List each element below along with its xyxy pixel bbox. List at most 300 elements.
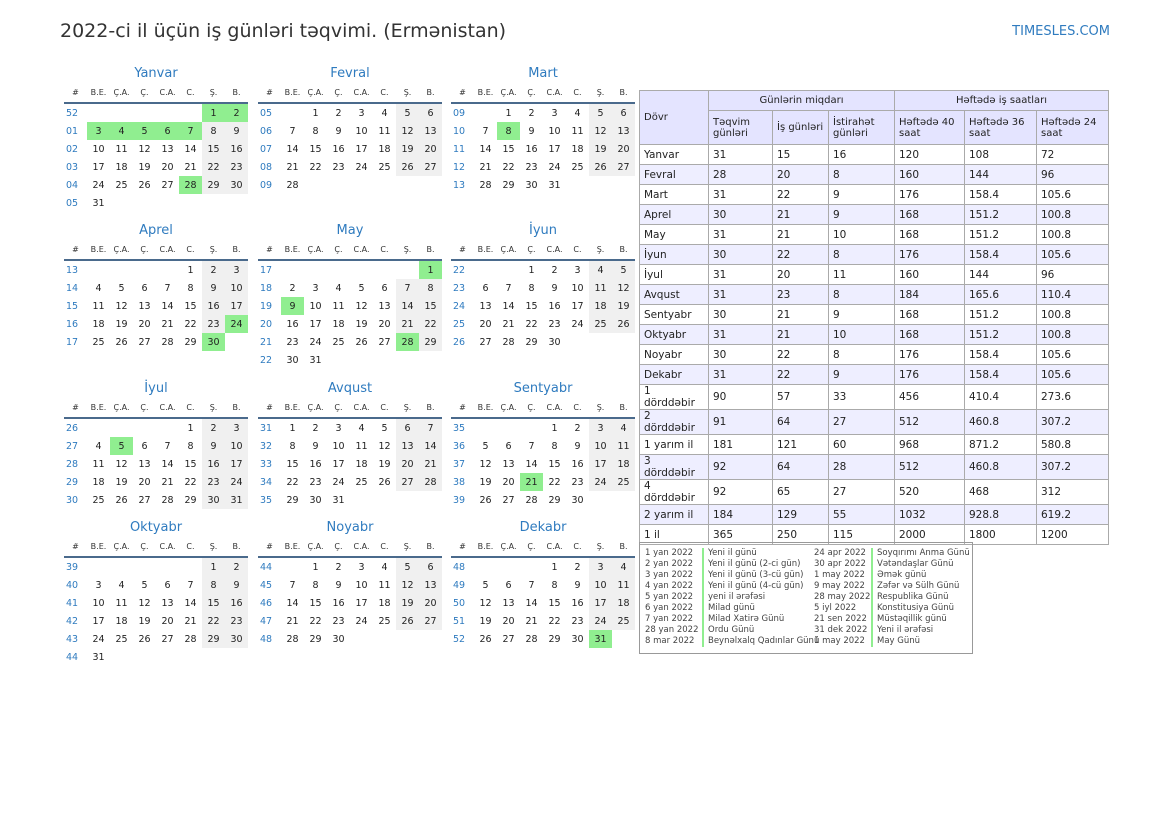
value-cell: 520: [895, 480, 965, 505]
day-cell: 10: [225, 437, 248, 455]
day-cell: 30: [332, 633, 345, 645]
week-number: 37: [453, 458, 466, 470]
day-cell: 19: [612, 297, 635, 315]
day-cell: [589, 333, 612, 351]
day-cell: 21: [286, 161, 299, 173]
day-cell: 28: [286, 179, 299, 191]
value-cell: 456: [895, 385, 965, 410]
day-cell: 25: [332, 336, 345, 348]
day-cell: 10: [225, 279, 248, 297]
day-cell: [350, 176, 373, 194]
day-cell: 14: [419, 437, 442, 455]
week-number: 20: [260, 318, 273, 330]
week-number: 24: [453, 300, 466, 312]
day-cell: 20: [161, 615, 174, 627]
day-cell: 5: [396, 103, 419, 122]
day-cell: 8: [202, 576, 225, 594]
day-cell: 18: [355, 458, 368, 470]
day-cell: 13: [612, 122, 635, 140]
day-cell: 18: [378, 597, 391, 609]
weekday-header: Ş.: [396, 240, 419, 260]
day-cell: 30: [571, 494, 584, 506]
weekday-header: B.: [612, 537, 635, 557]
day-cell: 4: [612, 418, 635, 437]
day-cell: 24: [92, 633, 105, 645]
holiday-name: Konstitusiya Günü: [871, 603, 954, 614]
value-cell: 120: [895, 145, 965, 165]
day-cell: 19: [115, 318, 128, 330]
day-cell: 4: [110, 122, 133, 140]
day-cell: 29: [184, 494, 197, 506]
value-cell: 31: [709, 225, 773, 245]
value-cell: 96: [1037, 165, 1109, 185]
value-cell: 1200: [1037, 525, 1109, 545]
day-cell: 1: [312, 561, 319, 573]
month-calendar: [64, 380, 248, 509]
value-cell: 176: [895, 345, 965, 365]
weekday-header: C.A.: [543, 398, 566, 418]
day-cell: 24: [355, 615, 368, 627]
day-cell: 4: [118, 579, 125, 591]
value-cell: 16: [829, 145, 895, 165]
day-cell: 8: [202, 122, 225, 140]
month-calendar: [451, 222, 635, 351]
period-cell: 1 dörddəbir: [640, 385, 709, 410]
table-row: [640, 325, 1109, 345]
day-cell: 22: [202, 158, 225, 176]
value-cell: 176: [895, 245, 965, 265]
value-cell: 105.6: [1037, 345, 1109, 365]
day-cell: 11: [571, 125, 584, 137]
value-cell: 9: [829, 365, 895, 385]
day-cell: 7: [528, 579, 535, 591]
weekday-header: #: [258, 83, 281, 103]
day-cell: [133, 194, 156, 212]
day-cell: 16: [332, 143, 345, 155]
day-cell: 24: [571, 318, 584, 330]
week-number: 36: [453, 440, 466, 452]
day-cell: 15: [548, 597, 561, 609]
weekday-header: Ç.: [520, 240, 543, 260]
value-cell: 184: [709, 505, 773, 525]
day-cell: 16: [571, 597, 584, 609]
month-name: Yanvar: [134, 66, 178, 81]
table-row: [640, 345, 1109, 365]
day-cell: 26: [396, 158, 419, 176]
value-cell: 144: [965, 165, 1037, 185]
holiday-name: Milad Xatirə Günü: [702, 614, 784, 625]
value-cell: 33: [829, 385, 895, 410]
day-cell: 6: [141, 440, 148, 452]
day-cell: 20: [138, 476, 151, 488]
day-cell: 3: [95, 579, 102, 591]
day-cell: 20: [161, 161, 174, 173]
day-cell: 29: [548, 633, 561, 645]
weekday-header: Ş.: [589, 398, 612, 418]
day-cell: 14: [396, 297, 419, 315]
table-row: [640, 505, 1109, 525]
day-cell: 6: [612, 103, 635, 122]
day-cell: 18: [115, 161, 128, 173]
day-cell: 27: [161, 179, 174, 191]
value-cell: 55: [829, 505, 895, 525]
day-cell: 27: [502, 633, 515, 645]
weekday-header: Ç.: [327, 537, 350, 557]
table-row: [640, 455, 1109, 480]
value-cell: 11: [829, 265, 895, 285]
day-cell: 7: [289, 125, 296, 137]
week-number: 30: [66, 494, 79, 506]
weekday-header: Ş.: [202, 537, 225, 557]
table-row: [640, 225, 1109, 245]
weekday-header: Ç.: [133, 83, 156, 103]
value-cell: 9: [829, 185, 895, 205]
month-calendar: [64, 222, 248, 351]
month-calendar: [451, 519, 635, 648]
day-cell: [156, 103, 179, 122]
col-header: Həftədə 24 saat: [1037, 111, 1109, 145]
day-cell: 9: [574, 440, 581, 452]
day-cell: 19: [378, 458, 391, 470]
day-cell: 22: [419, 315, 442, 333]
day-cell: 18: [612, 455, 635, 473]
day-cell: 21: [184, 161, 197, 173]
col-header: Təqvim günləri: [709, 111, 773, 145]
value-cell: 468: [965, 480, 1037, 505]
week-number: 49: [453, 579, 466, 591]
day-cell: 4: [358, 422, 365, 434]
weekday-header: B.E.: [281, 537, 304, 557]
day-cell: 13: [396, 437, 419, 455]
weekday-header: Ş.: [396, 537, 419, 557]
day-cell: 19: [138, 615, 151, 627]
day-cell: [497, 557, 520, 576]
week-number: 41: [66, 597, 79, 609]
day-cell: 21: [286, 615, 299, 627]
holiday-date: 3 yan 2022: [645, 570, 694, 580]
value-cell: 110.4: [1037, 285, 1109, 305]
day-cell: 23: [332, 615, 345, 627]
day-cell: 16: [202, 297, 225, 315]
day-cell: 26: [115, 494, 128, 506]
holiday-name: Beynəlxalq Qadınlar Günü: [702, 636, 819, 647]
workdays-table: [639, 90, 1109, 545]
holiday-name: Milad günü: [702, 603, 755, 614]
value-cell: 158.4: [965, 245, 1037, 265]
value-cell: 31: [709, 285, 773, 305]
day-cell: 12: [396, 122, 419, 140]
weekday-header: #: [64, 398, 87, 418]
table-row: [640, 365, 1109, 385]
day-cell: [419, 351, 442, 369]
weekday-header: C.: [373, 398, 396, 418]
holiday-date: 7 yan 2022: [645, 614, 694, 624]
day-cell: 17: [92, 161, 105, 173]
day-cell: 8: [528, 282, 535, 294]
day-cell: 30: [225, 630, 248, 648]
weekday-header: B.E.: [474, 240, 497, 260]
day-cell: 30: [202, 491, 225, 509]
day-cell: 27: [138, 494, 151, 506]
value-cell: 151.2: [965, 225, 1037, 245]
period-cell: Aprel: [640, 205, 709, 225]
holiday-date: 1 may 2022: [814, 570, 865, 580]
value-cell: 129: [773, 505, 829, 525]
weekday-header: Ç.A.: [304, 240, 327, 260]
day-cell: 2: [225, 557, 248, 576]
day-cell: 16: [548, 300, 561, 312]
day-cell: 7: [396, 279, 419, 297]
value-cell: 580.8: [1037, 435, 1109, 455]
day-cell: 24: [309, 336, 322, 348]
week-number: 11: [453, 143, 466, 155]
week-number: 09: [453, 107, 466, 119]
day-cell: 2: [202, 418, 225, 437]
value-cell: 21: [773, 305, 829, 325]
day-cell: 31: [332, 494, 345, 506]
value-cell: 151.2: [965, 305, 1037, 325]
day-cell: 11: [115, 143, 128, 155]
day-cell: 25: [589, 315, 612, 333]
day-cell: 13: [378, 300, 391, 312]
day-cell: 20: [479, 318, 492, 330]
day-cell: [350, 260, 373, 279]
day-cell: [87, 418, 110, 437]
week-number: 13: [453, 179, 466, 191]
day-cell: 6: [482, 282, 489, 294]
week-number: 31: [260, 422, 273, 434]
weekday-header: Ş.: [202, 83, 225, 103]
day-cell: 17: [225, 297, 248, 315]
day-cell: [612, 333, 635, 351]
day-cell: 2: [574, 561, 581, 573]
day-cell: [373, 351, 396, 369]
period-cell: 3 dörddəbir: [640, 455, 709, 480]
day-cell: 24: [548, 161, 561, 173]
week-number: 43: [66, 633, 79, 645]
value-cell: 165.6: [965, 285, 1037, 305]
day-cell: 9: [202, 279, 225, 297]
period-cell: Fevral: [640, 165, 709, 185]
weekday-header: Ç.A.: [497, 240, 520, 260]
day-cell: 5: [482, 579, 489, 591]
holiday-date: 1 may 2022: [814, 636, 865, 646]
day-cell: 24: [225, 315, 248, 333]
holiday-name: yeni il ərəfəsi: [702, 592, 765, 603]
day-cell: [133, 103, 156, 122]
day-cell: 3: [551, 107, 558, 119]
day-cell: 27: [378, 336, 391, 348]
day-cell: 1: [187, 264, 194, 276]
holiday-name: Müstəqillik günü: [871, 614, 947, 625]
site-link[interactable]: TIMESLES.COM: [1012, 24, 1110, 39]
holiday-date: 28 yan 2022: [645, 625, 699, 635]
month-calendar: [258, 222, 442, 369]
day-cell: 25: [115, 633, 128, 645]
value-cell: 160: [895, 265, 965, 285]
day-cell: 4: [95, 282, 102, 294]
day-cell: [566, 176, 589, 194]
value-cell: 10: [829, 225, 895, 245]
day-cell: 2: [289, 282, 296, 294]
day-cell: [179, 194, 202, 212]
day-cell: 14: [184, 597, 197, 609]
day-cell: 18: [332, 318, 345, 330]
weekday-header: Ç.A.: [110, 83, 133, 103]
day-cell: 14: [479, 143, 492, 155]
value-cell: 64: [773, 455, 829, 480]
day-cell: 10: [355, 579, 368, 591]
day-cell: 10: [309, 300, 322, 312]
day-cell: 31: [225, 491, 248, 509]
value-cell: 365: [709, 525, 773, 545]
holiday-name: Yeni il günü: [702, 548, 757, 559]
day-cell: 25: [355, 476, 368, 488]
week-number: 21: [260, 336, 273, 348]
day-cell: 5: [141, 579, 148, 591]
day-cell: 27: [612, 158, 635, 176]
day-cell: 6: [381, 282, 388, 294]
holiday-date: 4 yan 2022: [645, 581, 694, 591]
value-cell: 9: [829, 205, 895, 225]
value-cell: 871.2: [965, 435, 1037, 455]
day-cell: 8: [312, 579, 319, 591]
day-cell: [419, 491, 442, 509]
month-name: Aprel: [139, 223, 173, 238]
week-number: 26: [66, 422, 79, 434]
day-cell: [327, 260, 350, 279]
day-cell: [156, 557, 179, 576]
month-name: İyun: [528, 223, 557, 238]
value-cell: 144: [965, 265, 1037, 285]
holiday-name: Əmək günü: [871, 570, 926, 581]
table-row: [640, 305, 1109, 325]
day-cell: 28: [419, 473, 442, 491]
weekday-header: Ş.: [202, 398, 225, 418]
day-cell: [350, 491, 373, 509]
day-cell: 27: [138, 336, 151, 348]
day-cell: 18: [378, 143, 391, 155]
day-cell: [419, 630, 442, 648]
day-cell: 5: [133, 122, 156, 140]
day-cell: 21: [161, 318, 174, 330]
day-cell: 16: [309, 458, 322, 470]
weekday-header: C.: [566, 537, 589, 557]
value-cell: 31: [709, 365, 773, 385]
weekday-header: C.: [566, 240, 589, 260]
week-number: 10: [453, 125, 466, 137]
value-cell: 460.8: [965, 410, 1037, 435]
value-cell: 30: [709, 205, 773, 225]
day-cell: 1: [528, 264, 535, 276]
holiday-date: 30 apr 2022: [814, 559, 866, 569]
value-cell: 28: [829, 455, 895, 480]
value-cell: 30: [709, 245, 773, 265]
holiday-name: Yeni il günü (3-cü gün): [702, 570, 803, 581]
weekday-header: Ç.: [133, 240, 156, 260]
weekday-header: C.A.: [156, 240, 179, 260]
weekday-header: C.A.: [350, 240, 373, 260]
day-cell: [179, 103, 202, 122]
day-cell: 13: [161, 597, 174, 609]
day-cell: 29: [184, 336, 197, 348]
day-cell: 19: [479, 615, 492, 627]
weekday-header: B.E.: [281, 240, 304, 260]
value-cell: 151.2: [965, 325, 1037, 345]
day-cell: 25: [612, 612, 635, 630]
value-cell: 8: [829, 285, 895, 305]
value-cell: 273.6: [1037, 385, 1109, 410]
week-number: 28: [66, 458, 79, 470]
week-number: 52: [66, 107, 79, 119]
table-row: [640, 410, 1109, 435]
day-cell: 3: [358, 107, 365, 119]
week-number: 29: [66, 476, 79, 488]
holiday-date: 1 yan 2022: [645, 548, 694, 558]
month-name: Mart: [528, 66, 558, 81]
holiday-name: Vətəndaşlar Günü: [871, 559, 954, 570]
value-cell: 72: [1037, 145, 1109, 165]
holiday-name: May Günü: [871, 636, 920, 647]
day-cell: 17: [571, 300, 584, 312]
day-cell: 12: [396, 576, 419, 594]
weekday-header: #: [451, 537, 474, 557]
day-cell: 29: [286, 494, 299, 506]
day-cell: 18: [571, 143, 584, 155]
day-cell: 16: [202, 455, 225, 473]
day-cell: 18: [92, 318, 105, 330]
table-row: [640, 285, 1109, 305]
week-number: 33: [260, 458, 273, 470]
day-cell: 20: [502, 615, 515, 627]
weekday-header: Ç.A.: [110, 240, 133, 260]
week-number: 32: [260, 440, 273, 452]
day-cell: 30: [571, 633, 584, 645]
holiday-date: 28 may 2022: [814, 592, 871, 602]
day-cell: 25: [378, 615, 391, 627]
day-cell: 8: [187, 440, 194, 452]
day-cell: [225, 194, 248, 212]
value-cell: 250: [773, 525, 829, 545]
table-row: [640, 205, 1109, 225]
day-cell: 3: [589, 418, 612, 437]
week-number: 52: [453, 633, 466, 645]
day-cell: 23: [571, 615, 584, 627]
day-cell: 26: [589, 158, 612, 176]
weekday-header: B.: [225, 537, 248, 557]
value-cell: 115: [829, 525, 895, 545]
week-number: 39: [66, 561, 79, 573]
day-cell: 1: [505, 107, 512, 119]
day-cell: 14: [502, 300, 515, 312]
week-number: 45: [260, 579, 273, 591]
day-cell: [202, 194, 225, 212]
week-number: 18: [260, 282, 273, 294]
day-cell: 9: [551, 282, 558, 294]
day-cell: 3: [225, 260, 248, 279]
day-cell: 15: [184, 458, 197, 470]
weekday-header: C.A.: [350, 537, 373, 557]
day-cell: 17: [355, 597, 368, 609]
day-cell: 22: [548, 615, 561, 627]
week-number: 38: [453, 476, 466, 488]
day-cell: 22: [309, 615, 322, 627]
value-cell: 31: [709, 185, 773, 205]
weekday-header: C.A.: [543, 537, 566, 557]
day-cell: 26: [355, 336, 368, 348]
day-cell: 10: [571, 282, 584, 294]
value-cell: 307.2: [1037, 455, 1109, 480]
